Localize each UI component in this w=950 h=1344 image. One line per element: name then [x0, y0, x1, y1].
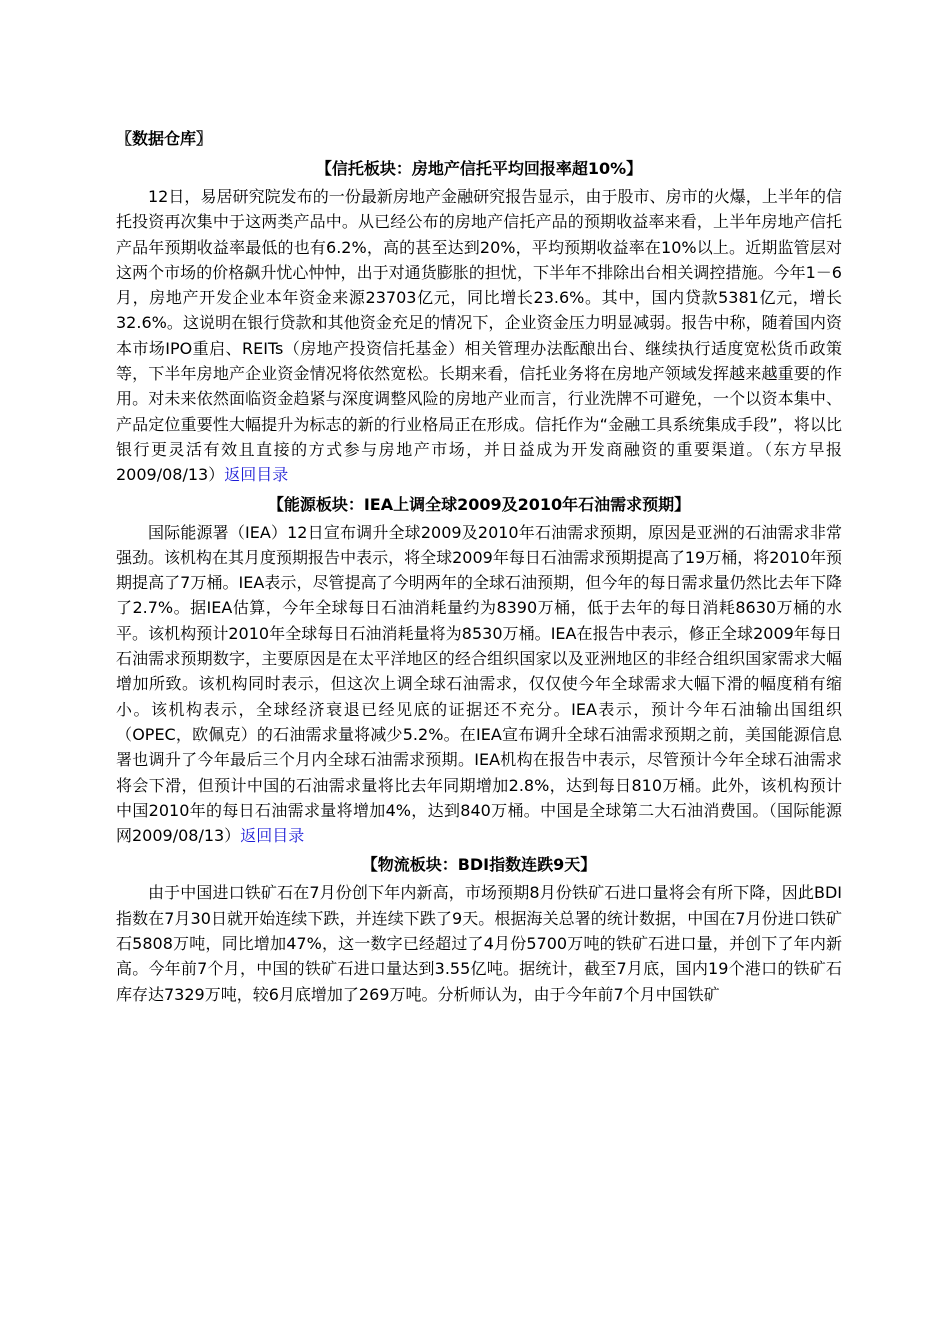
- article-text: 由于中国进口铁矿石在7月份创下年内新高，市场预期8月份铁矿石进口量将会有所下降，因此BDI指数在7月30日就开始连续下跌，并连续下跌了9天。根据海关总署的统计数据，中国在7月份进口铁矿石5808万吨，同比增加47%，这一数字已经超过了4月份5700万吨的铁矿石进口量，并创下了年内新高。今年前7个月，中国的铁矿石进口量达到3.55亿吨。据统计，截至7月底，国内19个港口的铁矿石库存达7329万吨，较6月底增加了269万吨。分析师认为，由于今年前7个月中国铁矿: [116, 883, 842, 1004]
- document-page: [116, 126, 842, 1011]
- article-text: 12日，易居研究院发布的一份最新房地产金融研究报告显示，由于股市、房市的火爆，上半年的信托投资再次集中于这两类产品中。从已经公布的房地产信托产品的预期收益率来看，上半年房地产信托产品年预期收益率最低的也有6.2%，高的甚至达到20%，平均预期收益率在10%以上。近期监管层对这两个市场的价格飙升忧心忡忡，出于对通货膨胀的担忧，下半年不排除出台相关调控措施。今年1－6月，房地产开发企业本年资金来源23703亿元，同比增长23.6%。其中，国内贷款5381亿元，增长32.6%。这说明在银行贷款和其他资金充足的情况下，企业资金压力明显减弱。报告中称，随着国内资本市场IPO重启、REITs（房地产投资信托基金）相关管理办法酝酿出台、继续执行适度宽松货币政策等，下半年房地产企业资金情况将依然宽松。长期来看，信托业务将在房地产领域发挥越来越重要的作用。对未来依然面临资金趋紧与深度调整风险的房地产业而言，行业洗牌不可避免，一个以资本集中、产品定位重要性大幅提升为标志的新的行业格局正在形成。信托作为“金融工具系统集成手段”，将以比银行更灵活有效且直接的方式参与房地产市场，并日益成为开发商融资的重要渠道。（东方早报2009/08/13）: [116, 187, 842, 485]
- return-to-toc-link[interactable]: 返回目录: [224, 465, 289, 485]
- article-title-logistics: 【物流板块：BDI指数连跌9天】: [361, 855, 597, 875]
- article-body-energy: [116, 520, 842, 849]
- article-body-logistics: [116, 880, 842, 1006]
- article-body-trust: [116, 184, 842, 488]
- return-to-toc-link[interactable]: 返回目录: [240, 826, 305, 846]
- article-text: 国际能源署（IEA）12日宣布调升全球2009及2010年石油需求预期，原因是亚洲的石油需求非常强劲。该机构在其月度预期报告中表示，将全球2009年每日石油需求预期提高了19万桶，将2010年预期提高了7万桶。IEA表示，尽管提高了今明两年的全球石油预期，但今年的每日需求量仍然比去年下降了2.7%。据IEA估算，今年全球每日石油消耗量约为8390万桶，低于去年的每日消耗8630万桶的水平。该机构预计2010年全球每日石油消耗量将为8530万桶。IEA在报告中表示，修正全球2009年每日石油需求预期数字，主要原因是在太平洋地区的经合组织国家以及亚洲地区的非经合组织国家需求大幅增加所致。该机构同时表示，但这次上调全球石油需求，仅仅使今年全球需求大幅下滑的幅度稍有缩小。该机构表示，全球经济衰退已经见底的证据还不充分。IEA表示，预计今年石油输出国组织（OPEC，欧佩克）的石油需求量将减少5.2%。在IEA宣布调升全球石油需求预期之前，美国能源信息署也调升了今年最后三个月内全球石油需求预期。IEA机构在报告中表示，尽管预计今年全球石油需求将会下滑，但预计中国的石油需求量将比去年同期增加2.8%，达到每日810万桶。此外，该机构预计中国2010年的每日石油需求量将增加4%，达到840万桶。中国是全球第二大石油消费国。（国际能源网2009/08/13）: [116, 522, 842, 846]
- article-title-energy: 【能源板块：IEA上调全球2009及2010年石油需求预期】: [267, 494, 691, 514]
- section-label: 〖数据仓库〗: [116, 129, 213, 148]
- article-title-trust: 【信托板块：房地产信托平均回报率超10%】: [315, 159, 643, 178]
